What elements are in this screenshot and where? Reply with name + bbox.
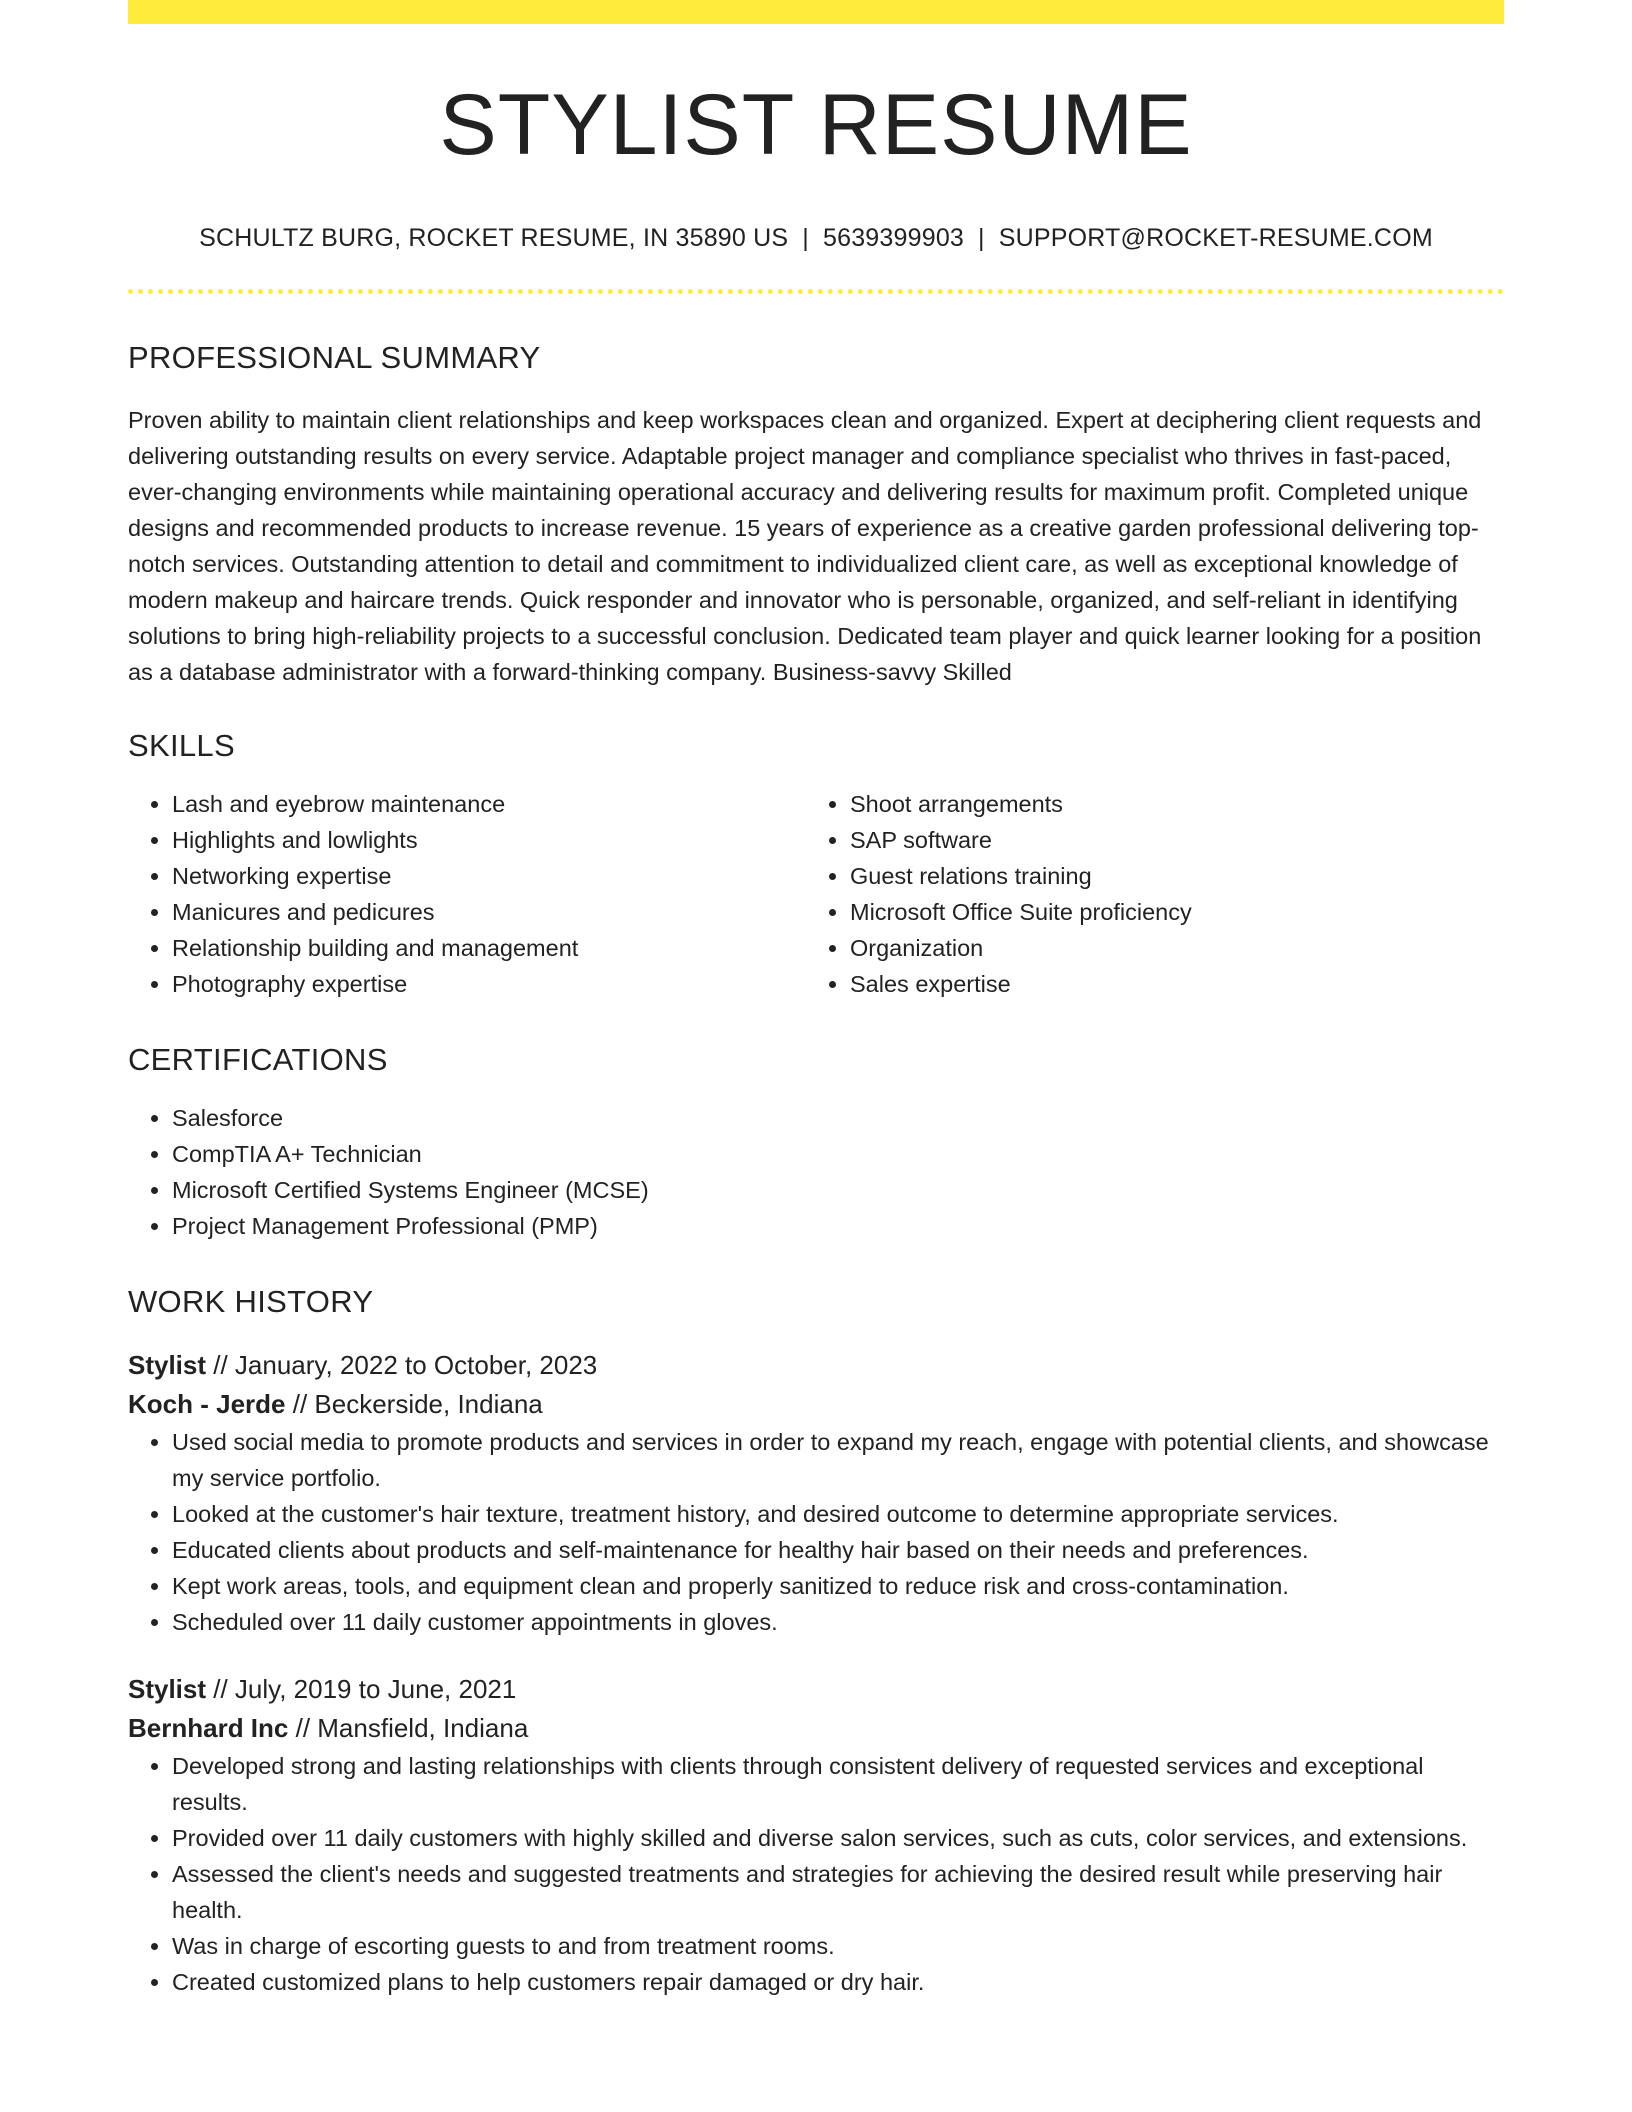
job-dates: // January, 2022 to October, 2023 — [206, 1350, 598, 1380]
summary-section — [128, 340, 1504, 690]
job-duties-list — [128, 1748, 1504, 2000]
job-location: // Mansfield, Indiana — [288, 1713, 529, 1743]
certification-item: • Microsoft Certified Systems Engineer (MCSE) — [172, 1172, 1504, 1208]
certification-item: • CompTIA A+ Technician — [172, 1136, 1504, 1172]
job-entry — [128, 1346, 1504, 1640]
resume-title: STYLIST RESUME — [439, 77, 1193, 173]
work-history-section — [128, 1284, 1504, 2000]
skills-column-left — [128, 786, 806, 1002]
resume-page — [128, 0, 1504, 2000]
skills-list-right — [806, 786, 1484, 1002]
contact-phone: 5639399903 — [822, 224, 965, 252]
skill-item: • Sales expertise — [850, 966, 1484, 1002]
skill-item: • Highlights and lowlights — [172, 822, 806, 858]
job-entry — [128, 1670, 1504, 2000]
contact-address: SCHULTZ BURG, ROCKET RESUME, IN 35890 US — [199, 224, 789, 252]
job-dates: // July, 2019 to June, 2021 — [206, 1674, 517, 1704]
skill-item: • Relationship building and management — [172, 930, 806, 966]
job-company: Koch - Jerde — [128, 1389, 286, 1419]
certification-item: • Project Management Professional (PMP) — [172, 1208, 1504, 1244]
contact-email: SUPPORT@ROCKET-RESUME.COM — [998, 224, 1433, 252]
work-history-heading: WORK HISTORY — [128, 1284, 374, 1319]
skills-list-left — [128, 786, 806, 1002]
skills-heading: SKILLS — [128, 728, 235, 763]
skill-item: • Microsoft Office Suite proficiency — [850, 894, 1484, 930]
contact-line — [128, 224, 1504, 253]
job-duties-list — [128, 1424, 1504, 1640]
skills-grid — [128, 786, 1504, 1002]
skill-item: • Lash and eyebrow maintenance — [172, 786, 806, 822]
skill-item: • Photography expertise — [172, 966, 806, 1002]
job-title-line — [128, 1346, 1504, 1385]
dotted-divider — [128, 289, 1504, 294]
job-location: // Beckerside, Indiana — [285, 1389, 543, 1419]
summary-heading: PROFESSIONAL SUMMARY — [128, 340, 541, 375]
job-title: Stylist — [128, 1350, 207, 1380]
skill-item: • SAP software — [850, 822, 1484, 858]
certifications-section — [128, 1042, 1504, 1244]
job-duty-item: • Created customized plans to help customers repair damaged or dry hair. — [172, 1964, 1504, 2000]
skills-column-right — [806, 786, 1484, 1002]
job-company: Bernhard Inc — [128, 1713, 289, 1743]
job-duty-item: • Used social media to promote products and services in order to expand my reach, engage with potential clients, and showcase my service portfolio. — [172, 1424, 1504, 1496]
job-duty-item: • Assessed the client's needs and suggested treatments and strategies for achieving the desired result while preserving hair health. — [172, 1856, 1504, 1928]
job-duty-item: • Developed strong and lasting relationships with clients through consistent delivery of requested services and exceptional results. — [172, 1748, 1504, 1820]
certification-item: • Salesforce — [172, 1100, 1504, 1136]
summary-text: Proven ability to maintain client relationships and keep workspaces clean and organized. Expert at deciphering client requests and delivering outstanding results on every service. Adaptable project manager and compliance specialist who thrives in fast-paced, ever-changing environments while maintaining operational accuracy and delivering results for maximum profit. Completed unique designs and recommended products to increase revenue. 15 years of experience as a creative garden professional delivering top-notch services. Outstanding attention to detail and commitment to individualized client care, as well as exceptional knowledge of modern makeup and haircare trends. Quick responder and innovator who is personable, organized, and self-reliant in identifying solutions to bring high-reliability projects to a successful conclusion. Dedicated team player and quick learner looking for a position as a database administrator with a forward-thinking company. Business-savvy Skilled — [128, 407, 1482, 685]
contact-separator: | — [978, 224, 985, 252]
job-duty-item: • Kept work areas, tools, and equipment clean and properly sanitized to reduce risk and cross-contamination. — [172, 1568, 1504, 1604]
top-accent-bar — [128, 0, 1504, 24]
job-duty-item: • Scheduled over 11 daily customer appointments in gloves. — [172, 1604, 1504, 1640]
job-company-line — [128, 1709, 1504, 1748]
job-company-line — [128, 1385, 1504, 1424]
job-duty-item: • Educated clients about products and self-maintenance for healthy hair based on their needs and preferences. — [172, 1532, 1504, 1568]
skills-section — [128, 728, 1504, 1002]
job-title-line — [128, 1670, 1504, 1709]
skill-item: • Networking expertise — [172, 858, 806, 894]
certifications-heading: CERTIFICATIONS — [128, 1042, 388, 1077]
skill-item: • Guest relations training — [850, 858, 1484, 894]
certifications-list — [128, 1100, 1504, 1244]
contact-separator: | — [802, 224, 809, 252]
job-duty-item: • Looked at the customer's hair texture, treatment history, and desired outcome to determine appropriate services. — [172, 1496, 1504, 1532]
skill-item: • Organization — [850, 930, 1484, 966]
job-duty-item: • Was in charge of escorting guests to and from treatment rooms. — [172, 1928, 1504, 1964]
skill-item: • Shoot arrangements — [850, 786, 1484, 822]
job-duty-item: • Provided over 11 daily customers with highly skilled and diverse salon services, such as cuts, color services, and extensions. — [172, 1820, 1504, 1856]
job-title: Stylist — [128, 1674, 207, 1704]
skill-item: • Manicures and pedicures — [172, 894, 806, 930]
